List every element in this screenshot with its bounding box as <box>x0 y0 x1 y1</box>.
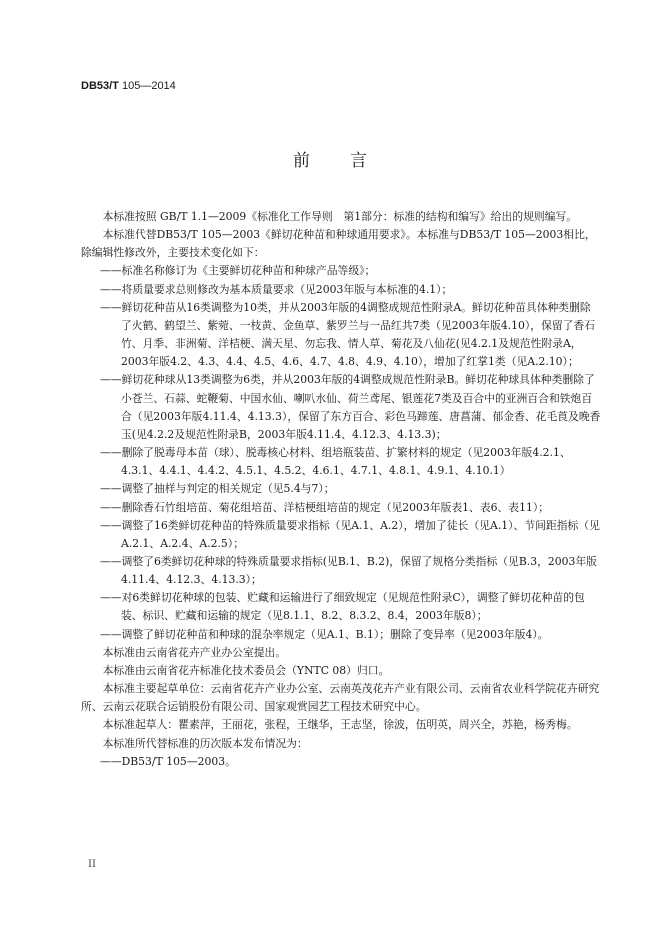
paragraph: 本标准主要起草单位：云南省花卉产业办公室、云南英茂花卉产业有限公司、云南省农业科学院花卉研究所、云南云花联合运销股份有限公司、国家观赏园艺工程技术研究中心。 <box>81 682 600 714</box>
paragraph: 本标准起草人：瞿素萍，王丽花，张程，王继华，王志坚，徐波，伍明英，周兴全，苏艳，杨秀梅。 <box>102 718 578 732</box>
change-item: ——对6类鲜切花种球的包装、贮藏和运输进行了细致规定（见规范性附录C），调整了鲜切花种苗的包装、标识、贮藏和运输的规定（见8.1.1、8.2、8.3.2、8.4，2003年版8）； <box>100 591 585 623</box>
page-title <box>0 146 662 171</box>
page-number: II <box>88 859 96 870</box>
change-item: ——标准名称修订为《主要鲜切花种苗和种球产品等级》； <box>100 264 376 278</box>
document-code <box>81 80 176 92</box>
title-char-1: 前 <box>293 151 312 171</box>
paragraph: 本标准所代替标准的历次版本发布情况为： <box>102 736 308 750</box>
change-item: ——调整了鲜切花种苗和种球的混杂率规定（见A.1、B.1）；删除了变异率（见2003年版4）。 <box>100 627 549 641</box>
change-item: ——删除香石竹组培苗、菊花组培苗、洋桔梗组培苗的规定（见2003年版表1、表6、表11）； <box>100 500 550 514</box>
foreword-body <box>81 208 601 771</box>
title-char-2: 言 <box>350 151 369 171</box>
paragraph: 本标准由云南省花卉产业办公室提出。 <box>102 645 287 659</box>
document-code-number: 105—2014 <box>121 80 176 92</box>
document-code-prefix: DB53/T <box>81 80 119 92</box>
change-item: ——鲜切花种球从13类调整为6类，并从2003年版的4调整成规范性附录B。鲜切花种球具体种类删除了小苍兰、石蒜、蛇鞭菊、中国水仙、喇叭水仙、荷兰鸢尾、银莲花7类及百合中的亚洲百合和铁炮百合（见2003年版4.11.4、4.13.3），保留了东方百合、彩色马蹄莲、唐菖蒲、郁金香、花毛莨及晚香玉(见4.2.2及规范性附录B，2003年版4.11.4、4.12.3、4.13.3)； <box>100 373 601 441</box>
change-item: ——调整了6类鲜切花种球的特殊质量要求指标(见B.1、B.2)，保留了规格分类指标（见B.3，2003年版4.11.4、4.12.3、4.13.3）； <box>100 554 597 587</box>
paragraph: 本标准代替DB53/T 105—2003《鲜切花种苗和种球通用要求》。本标准与DB53/T 105—2003相比，除编辑性修改外，主要技术变化如下： <box>81 228 596 260</box>
change-item: ——删除了脱毒母本苗（球）、脱毒核心材料、组培瓶装苗、扩繁材料的规定（见2003年版4.2.1、4.3.1、4.4.1、4.4.2、4.5.1、4.5.2、4.6.1、4.7.1、4.8.1、4.9.1、4.10.1） <box>100 446 571 478</box>
paragraph: 本标准按照 GB/T 1.1—2009《标准化工作导则 第1部分：标准的结构和编写》给出的规则编写。 <box>102 210 578 223</box>
change-item: ——鲜切花种苗从16类调整为10类，并从2003年版的4调整成规范性附录A。鲜切花种苗具体种类删除了火鹤、鹤望兰、紫菀、一枝黄、金鱼草、紫罗兰与一品红共7类（见2003年版4.10），保留了香石竹、月季、非洲菊、洋桔梗、满天星、勿忘我、情人草、菊花及八仙花(见4.2.1及规范性附录A，2003年版4.2、4.3、4.4、4.5、4.6、4.7、4.8、4.9、4.10），增加了红掌1类（见A.2.10）； <box>100 300 596 369</box>
paragraph: 本标准由云南省花卉标准化技术委员会（YNTC 08）归口。 <box>102 663 390 677</box>
change-item: ——将质量要求总则修改为基本质量要求（见2003年版与本标准的4.1）； <box>100 282 453 296</box>
change-item: ——DB53/T 105—2003。 <box>100 754 236 768</box>
change-item: ——调整了抽样与判定的相关规定（见5.4与7）； <box>100 482 335 496</box>
change-item: ——调整了16类鲜切花种苗的特殊质量要求指标（见A.1、A.2），增加了徒长（见A.1）、节间距指标（见A.2.1、A.2.4、A.2.5）； <box>100 518 600 550</box>
